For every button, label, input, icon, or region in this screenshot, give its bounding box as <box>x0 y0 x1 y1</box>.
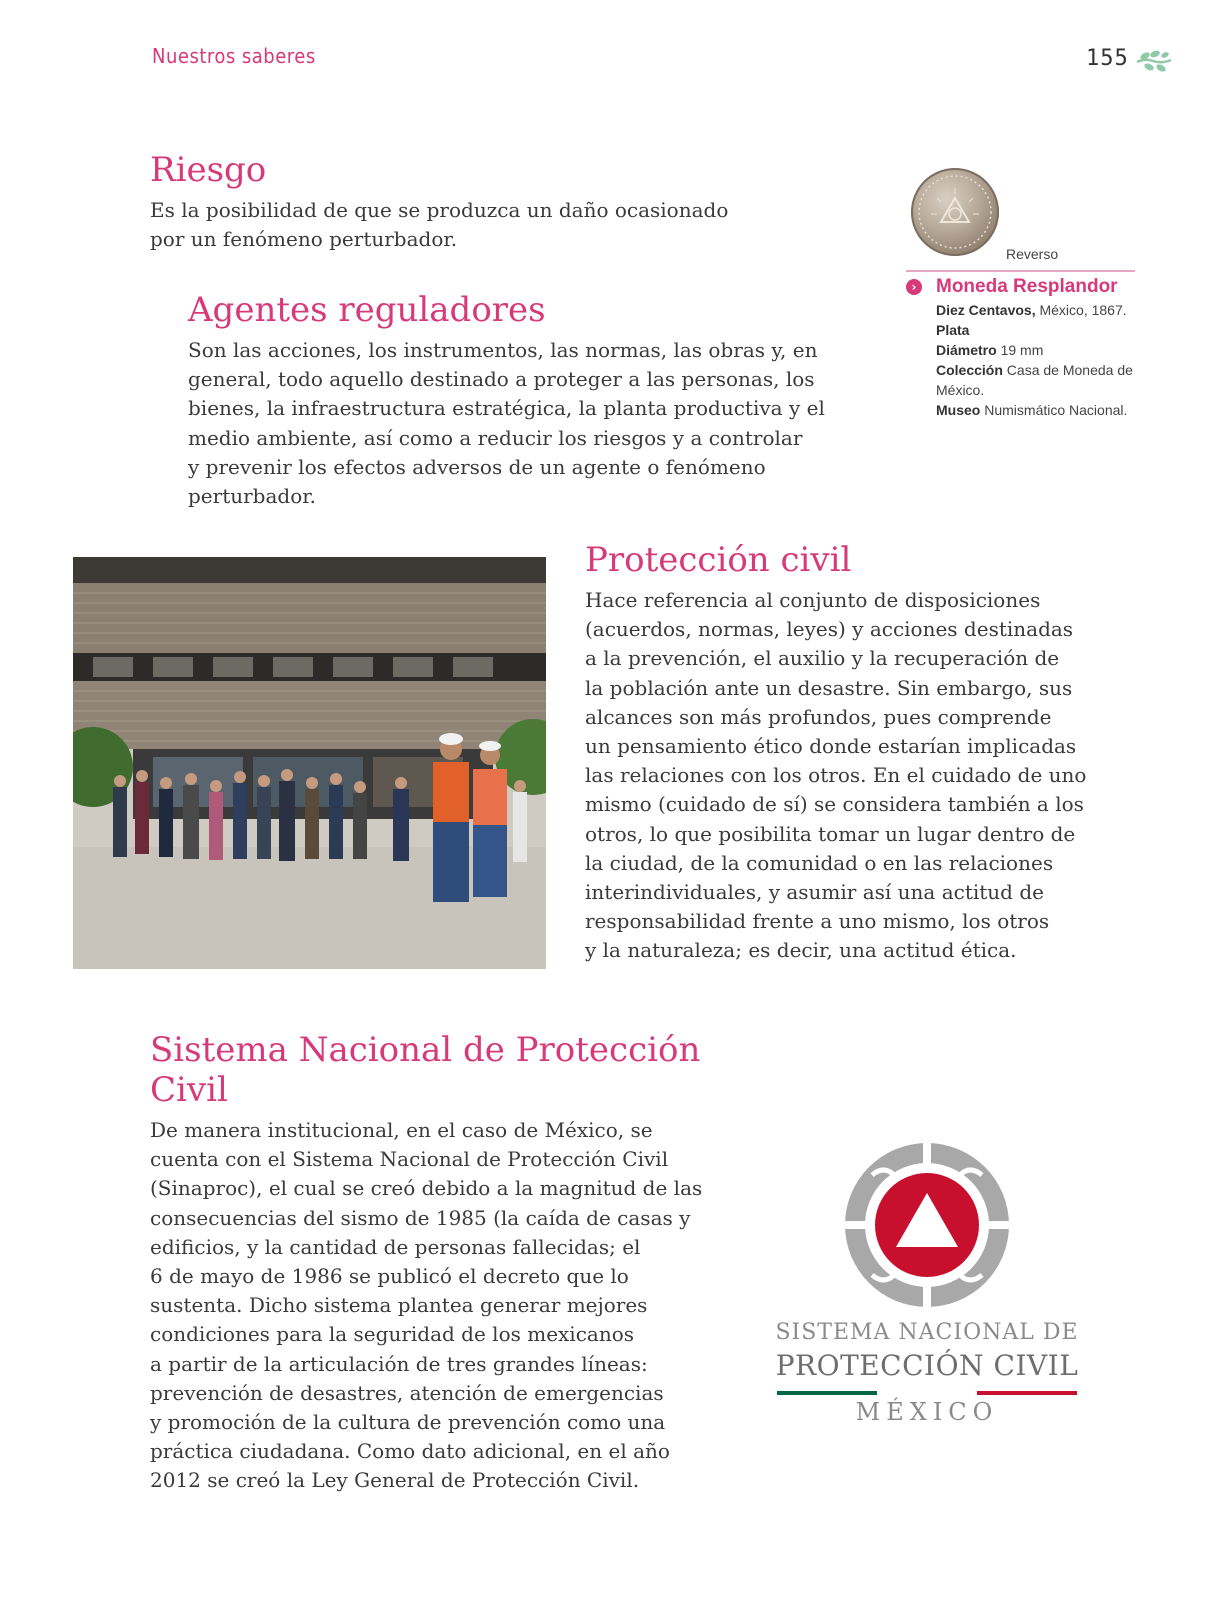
text-line: responsabilidad frente a uno mismo, los otros <box>585 909 1050 934</box>
sinaproc-logo <box>767 1135 1087 1435</box>
text-line: cuenta con el Sistema Nacional de Protección Civil <box>150 1147 669 1172</box>
coin-museum-label: Museo <box>936 402 981 418</box>
riesgo-heading: Riesgo <box>150 150 267 190</box>
text-line: alcances son más profundos, pues comprende <box>585 704 1052 729</box>
proteccion-section <box>585 540 1145 966</box>
text-line: Hace referencia al conjunto de disposiciones <box>585 588 1041 612</box>
flag-stripe <box>777 1391 1077 1395</box>
coin-museum-value: Numismático Nacional. <box>980 402 1128 418</box>
chevron-right-icon: › <box>906 279 922 295</box>
coin-title: Moneda Resplandor <box>936 276 1118 297</box>
text-line: Es la posibilidad de que se produzca un daño ocasionado <box>150 198 729 222</box>
text-line: mismo (cuidado de sí) se considera también a los <box>585 792 1084 817</box>
text-line: interindividuales, y asumir así una actitud de <box>585 880 1044 905</box>
sistema-body <box>150 1116 770 1496</box>
page-number: 155 <box>1086 46 1129 71</box>
text-line: por un fenómeno perturbador. <box>150 227 458 252</box>
text-line: sustenta. Dicho sistema plantea generar mejores <box>150 1293 648 1318</box>
text-line: la población ante un desastre. Sin embargo, sus <box>585 675 1073 700</box>
text-line: condiciones para la seguridad de los mexicanos <box>150 1322 635 1347</box>
text-line: 6 de mayo de 1986 se publicó el decreto que lo <box>150 1264 629 1289</box>
text-line: perturbador. <box>188 484 316 509</box>
coin-image <box>911 168 999 256</box>
sistema-section <box>150 1030 770 1496</box>
divider <box>906 270 1135 272</box>
text-line: (Sinaproc), el cual se creó debido a la magnitud de las <box>150 1176 703 1201</box>
coin-material: Plata <box>936 322 970 338</box>
agentes-heading: Agentes reguladores <box>188 290 546 330</box>
text-line: y la naturaleza; es decir, una actitud ética. <box>585 938 1017 963</box>
text-line: y promoción de la cultura de prevención como una <box>150 1410 666 1435</box>
coin-details <box>936 300 1136 420</box>
text-line: un pensamiento ético donde estarían implicadas <box>585 734 1077 759</box>
text-line: la ciudad, de la comunidad o en las relaciones <box>585 850 1054 875</box>
proteccion-body <box>585 586 1145 966</box>
evacuation-photo <box>73 557 546 969</box>
text-line: edificios, y la cantidad de personas fallecidas; el <box>150 1234 641 1259</box>
text-line: las relaciones con los otros. En el cuidado de uno <box>585 763 1087 788</box>
logo-line-2: PROTECCIÓN CIVIL <box>775 1349 1079 1382</box>
text-line: De manera institucional, en el caso de México, se <box>150 1118 653 1142</box>
coin-origin: México, 1867. <box>1035 302 1127 318</box>
logo-line-1: SISTEMA NACIONAL DE <box>775 1320 1079 1345</box>
agentes-body <box>188 336 868 511</box>
text-line: Son las acciones, los instrumentos, las normas, las obras y, en <box>188 338 818 362</box>
proteccion-heading: Protección civil <box>585 540 852 580</box>
section-header: Nuestros saberes <box>152 44 316 68</box>
logo-line-3: MÉXICO <box>855 1398 999 1426</box>
riesgo-section <box>150 150 850 254</box>
riesgo-body <box>150 196 850 254</box>
sistema-heading: Sistema Nacional de Protección Civil <box>150 1030 701 1110</box>
text-line: medio ambiente, así como a reducir los riesgos y a controlar <box>188 425 803 450</box>
coin-collection-value: Casa de Moneda de México. <box>936 362 1133 398</box>
coin-diameter-label: Diámetro <box>936 342 997 358</box>
coin-denomination: Diez Centavos, <box>936 302 1036 318</box>
text-line: y prevenir los efectos adversos de un agente o fenómeno <box>188 454 766 479</box>
coin-caption: Reverso <box>1006 246 1059 262</box>
coin-diameter-value: 19 mm <box>996 342 1044 358</box>
text-line: consecuencias del sismo de 1985 (la caída de casas y <box>150 1205 691 1230</box>
sinaproc-emblem-icon <box>832 1135 1022 1315</box>
text-line: (acuerdos, normas, leyes) y acciones destinadas <box>585 617 1074 642</box>
building-evacuation-image <box>73 557 546 969</box>
agentes-section <box>188 290 868 511</box>
text-line: práctica ciudadana. Como dato adicional, en el año <box>150 1439 670 1464</box>
text-line: 2012 se creó la Ley General de Protección Civil. <box>150 1468 640 1493</box>
text-line: a la prevención, el auxilio y la recuperación de <box>585 646 1060 671</box>
coin-collection-label: Colección <box>936 362 1003 378</box>
leaf-sprig-icon <box>1135 48 1173 74</box>
text-line: general, todo aquello destinado a proteger a las personas, los <box>188 367 815 392</box>
text-line: a partir de la articulación de tres grandes líneas: <box>150 1351 648 1376</box>
text-line: prevención de desastres, atención de emergencias <box>150 1380 664 1405</box>
coin-relief-icon <box>911 168 999 256</box>
text-line: otros, lo que posibilita tomar un lugar dentro de <box>585 821 1076 846</box>
text-line: bienes, la infraestructura estratégica, la planta productiva y el <box>188 396 825 421</box>
